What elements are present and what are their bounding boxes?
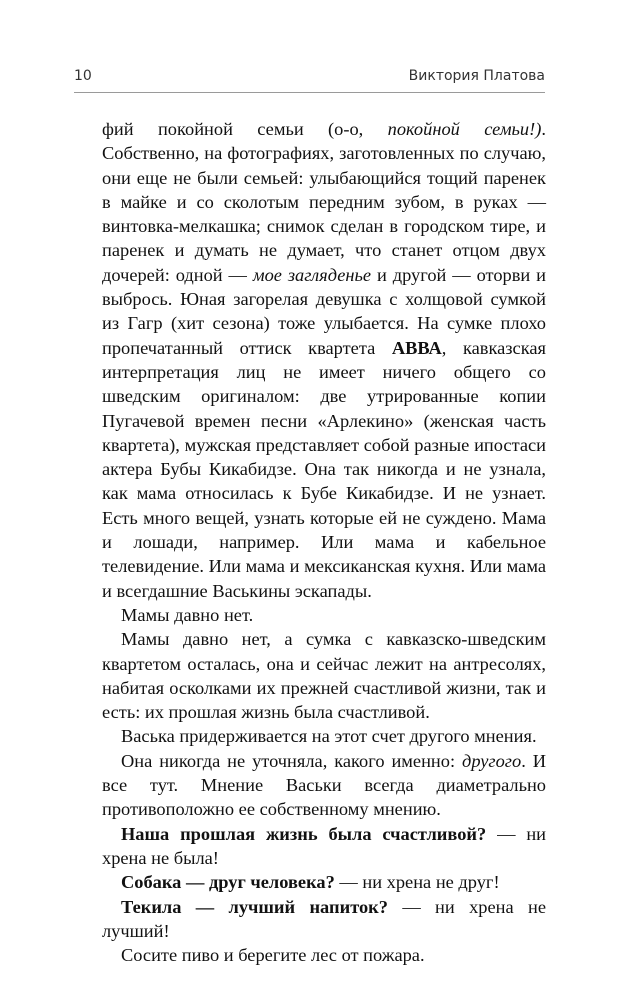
running-title-author: Виктория Платова: [408, 68, 545, 84]
bold-text: Собака — друг человека?: [121, 872, 335, 893]
text-run: — ни хрена не лучший!: [102, 896, 546, 941]
text-run: — ни хрена не была!: [102, 823, 546, 868]
paragraph: [102, 724, 546, 748]
bold-text: Наша прошлая жизнь была счастливой?: [121, 823, 487, 844]
text-run: — ни хрена не друг!: [334, 872, 500, 893]
page-number: 10: [74, 68, 92, 84]
paragraph: [102, 822, 546, 871]
text-run: Васька придерживается на этот счет другого мнения.: [121, 726, 537, 747]
body-text: [102, 117, 546, 967]
page-header: [74, 66, 545, 93]
bold-text: Текила — лучший напиток?: [121, 896, 388, 917]
paragraph: [102, 603, 546, 627]
paragraph: [102, 627, 546, 724]
bold-text: АВВА: [391, 337, 442, 358]
italic-text: мое загляденье: [252, 264, 372, 285]
text-run: Мамы давно нет.: [121, 604, 254, 625]
text-run: . И все тут. Мнение Васьки всегда диаметрально противоположно ее собственному мнению.: [102, 750, 546, 820]
text-run: и другой — оторви и выбрось. Юная загорелая девушка с холщовой сумкой из Гагр (хит сезона) тоже улыбается. На сумке плохо пропечатанный оттиск квартета: [102, 264, 546, 358]
text-run: Мамы давно нет, а сумка с кавказско-шведским квартетом осталась, она и сейчас лежит на антресолях, набитая осколками их прежней счастливой жизни, так и есть: их прошлая жизнь была счастливой.: [102, 629, 546, 723]
text-run: , кавказская интерпретация лиц не имеет ничего общего со шведским оригиналом: две утрированные копии Пугачевой времен песни «Арлекино» (женская часть квартета), мужская представляет собой разные ипостаси актера Бубы Кикабидзе. Она так никогда и не узнала, как мама относилась к Бубе Кикабидзе. И не узнает. Есть много вещей, узнать которые ей не суждено. Мама и лошади, например. Или мама и кабельное телевидение. Или мама и мексиканская кухня. Или мама и всегдашние Васькины эскапады.: [102, 337, 546, 601]
italic-text: покойной семьи!): [387, 119, 542, 139]
text-run: Сосите пиво и берегите лес от пожара.: [121, 945, 425, 966]
paragraph: [102, 749, 546, 822]
paragraph: [102, 943, 546, 967]
paragraph: [102, 895, 546, 944]
text-run: . Собственно, на фотографиях, заготовленных по случаю, они еще не были семьей: улыбающийся тощий паренек в майке и со сколотым передним зубом, в руках — винтовка-мелкашка; снимок сделан в городском тире, и паренек и думать не думает, что станет отцом двух дочерей: одной —: [102, 119, 546, 285]
text-run: фий покойной семьи (о-о,: [102, 119, 388, 139]
paragraph: [102, 870, 546, 894]
paragraph: [102, 117, 546, 603]
italic-text: другого: [462, 750, 522, 771]
text-run: Она никогда не уточняла, какого именно:: [121, 750, 463, 771]
